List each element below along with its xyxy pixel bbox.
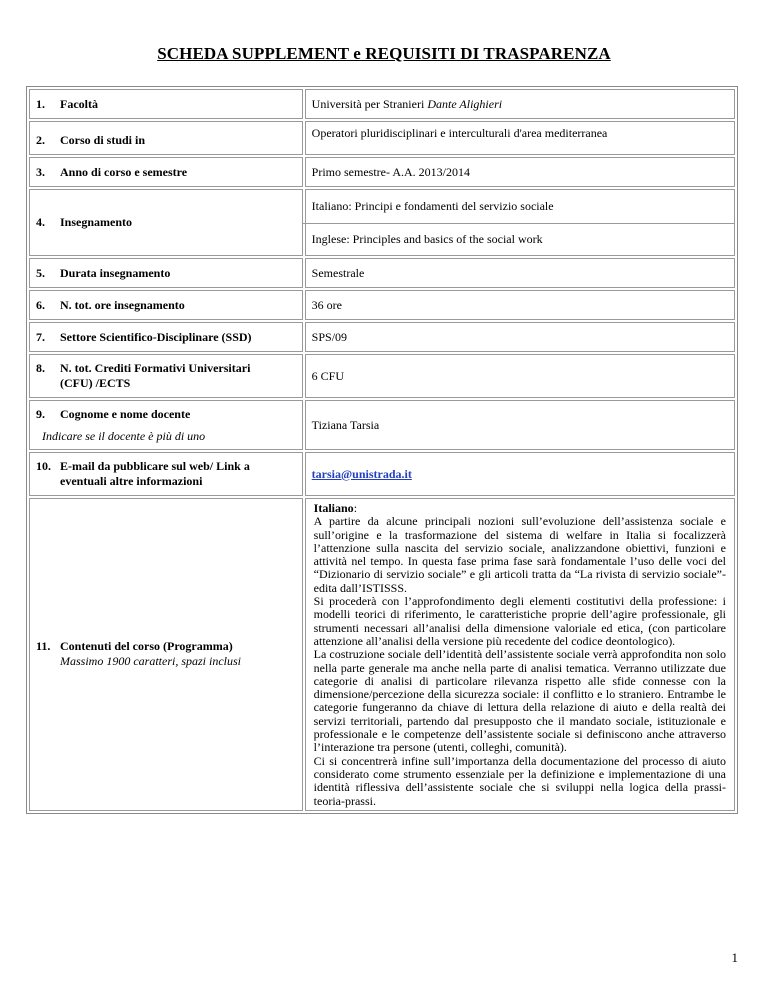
course-name-english: Inglese: Principles and basics of the social work xyxy=(311,232,543,246)
program-paragraph: Si procederà con l’approfondimento degli elementi costitutivi della professione: i modelli teorici di riferimento, le caratteristiche proprie dell’agire professionale, gli strumenti necessari all’analisi della dimensione valoriale ed etica, (con particolare attenzione all’analisi della versione più recedente del codice deontologico). xyxy=(313,594,726,648)
table-row xyxy=(29,322,735,352)
table-row xyxy=(29,354,735,398)
table-row xyxy=(29,157,735,187)
row-value: Primo semestre- A.A. 2013/2014 xyxy=(305,157,735,187)
table-row xyxy=(29,452,735,496)
program-note: Massimo 1900 caratteri, spazi inclusi xyxy=(60,654,242,669)
row-label: 5. Durata insegnamento xyxy=(29,258,303,288)
row-label: 3. Anno di corso e semestre xyxy=(29,157,303,187)
table-row xyxy=(29,89,735,119)
row-label: 4. Insegnamento xyxy=(29,189,303,256)
instructor-note: Indicare se il docente è più di uno xyxy=(42,429,206,443)
program-paragraph: A partire da alcune principali nozioni sull’evoluzione dell’assistenza sociale e sull’origine e la trasformazione del sistema di welfare in Italia si focalizzerà l’attenzione sulla nascita del servizio sociale, analizzandone obiettivi, funzioni e attività nel tempo. In questa fase prima fase sarà fondamentale l’uso delle voci del “Dizionario di servizio sociale” e gli articoli tratta da “La rivista di servizio sociale”- edita dall’ISTISSS. xyxy=(313,514,726,595)
row-label: 2. Corso di studi in xyxy=(29,121,303,155)
row-label: 9. Cognome e nome docente Indicare se il docente è più di uno xyxy=(29,400,303,450)
row-value xyxy=(305,189,735,256)
row-value: Università per Stranieri Dante Alighieri xyxy=(305,89,735,119)
program-paragraph: Ci si concentrerà infine sull’importanza della documentazione del processo di aiuto considerato come strumento essenziale per la definizione e implementazione di una identità riflessiva dell’assistente sociale che si sviluppi nella logica della prassi-teoria-prassi. xyxy=(313,753,726,808)
row-label: 6. N. tot. ore insegnamento xyxy=(29,290,303,320)
row-value: Semestrale xyxy=(305,258,735,288)
row-value: Tiziana Tarsia xyxy=(305,400,735,450)
program-content: Italiano: A partire da alcune principali nozioni sull’evoluzione dell’assistenza sociale e sull’origine e la trasformazione del sistema di welfare in Italia si focalizzerà l’attenzione sulla nascita del servizio sociale, analizzandone obiettivi, funzioni e attività nel tempo. In questa fase prima fase sarà fondamentale l’uso delle voci del “Dizionario di servizio sociale” e gli articoli tratta da “La rivista di servizio sociale”- edita dall’ISTISSS. Si procederà con l’approfondimento degli elementi costitutivi della professione: i modelli teorici di riferimento, le caratteristiche proprie dell’agire professionale, gli strumenti necessari all’analisi della dimensione valoriale ed etica, (con particolare attenzione all’analisi della versione più recedente del codice deontologico). La costruzione sociale dell’identità dell’assistente sociale verrà approfondita non solo nella parte generale ma anche nella parte di analisi tematica. Verranno utilizzate due categorie di analisi di particolare rilevanza rispetto alle sfide connesse con la dimensione/percezione della sicurezza sociale: il conflitto e lo straniero. Entrambe le categorie fungeranno da chiave di lettura della relazione di aiuto e della realtà dei servizi territoriali, partendo dal presupposto che il mandato sociale, istituzionale e professionale e le competenze dell’assistente sociale si definiscono anche attraverso l’interazione tra persone (utenti, colleghi, comunità). Ci si concentrerà infine sull’importanza della documentazione del processo di aiuto considerato come strumento essenziale per la definizione e implementazione di una identità riflessiva dell’assistente sociale che si sviluppi nella logica della prassi-teoria-prassi. xyxy=(305,498,735,811)
document-title: SCHEDA SUPPLEMENT e REQUISITI DI TRASPARENZA xyxy=(157,44,611,63)
row-value: 6 CFU xyxy=(305,354,735,398)
row-value: Operatori pluridisciplinari e interculturali d'area mediterranea xyxy=(305,121,735,155)
table-row xyxy=(29,258,735,288)
table-row xyxy=(29,498,735,811)
page-number: 1 xyxy=(731,950,738,965)
email-link[interactable]: tarsia@unistrada.it xyxy=(311,466,412,481)
row-label: 1. Facoltà xyxy=(29,89,303,119)
table-row xyxy=(29,290,735,320)
row-label: 8. N. tot. Crediti Formativi Universitari (CFU) /ECTS xyxy=(29,354,303,398)
info-table xyxy=(26,86,738,814)
row-value xyxy=(305,452,735,496)
program-heading: Italiano xyxy=(313,501,354,515)
program-paragraph: La costruzione sociale dell’identità dell’assistente sociale verrà approfondita non solo nella parte generale ma anche nella parte di analisi tematica. Verranno utilizzate due categorie di analisi di particolare rilevanza rispetto alle sfide connesse con la dimensione/percezione della sicurezza sociale: il conflitto e lo straniero. Entrambe le categorie fungeranno da chiave di lettura della relazione di aiuto e della realtà dei servizi territoriali, partendo dal presupposto che il mandato sociale, istituzionale e professionale e le competenze dell’assistente sociale si definiscono anche attraverso l’interazione tra persone (utenti, colleghi, comunità). xyxy=(313,647,726,755)
table-row xyxy=(29,121,735,155)
row-value: 36 ore xyxy=(305,290,735,320)
course-name-italian: Italiano: Principi e fondamenti del servizio sociale xyxy=(311,199,554,213)
row-value: SPS/09 xyxy=(305,322,735,352)
table-row xyxy=(29,189,735,256)
table-row xyxy=(29,400,735,450)
row-label: 11. Contenuti del corso (Programma) Massimo 1900 caratteri, spazi inclusi xyxy=(29,498,303,811)
row-label: 7. Settore Scientifico-Disciplinare (SSD) xyxy=(29,322,303,352)
row-label: 10. E-mail da pubblicare sul web/ Link a eventuali altre informazioni xyxy=(29,452,303,496)
